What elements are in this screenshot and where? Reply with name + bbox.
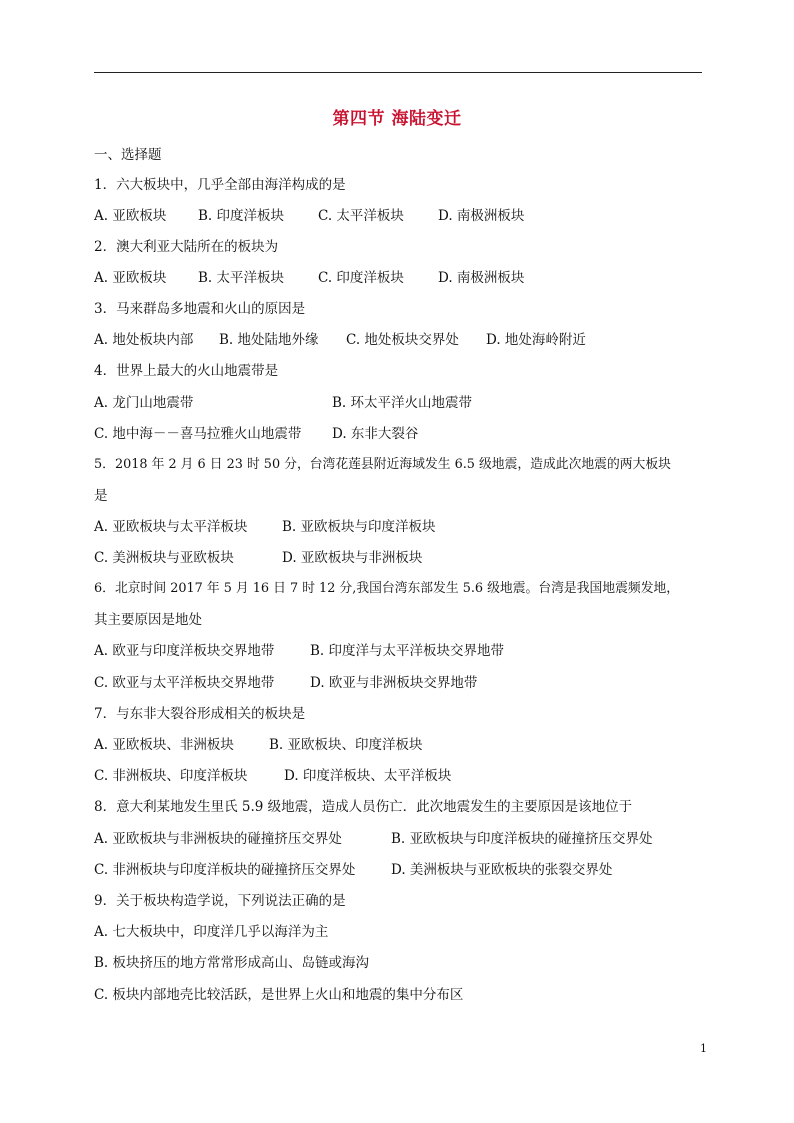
question-5-option-a: A. 亚欧板块与太平洋板块	[94, 519, 248, 535]
question-5-option-c: C. 美洲板块与亚欧板块	[94, 550, 234, 566]
section-heading: 一、选择题	[94, 147, 162, 163]
question-2-option-a: A. 亚欧板块	[94, 270, 167, 286]
question-7-stem: 7．与东非大裂谷形成相关的板块是	[94, 706, 306, 722]
question-8-option-d: D. 美洲板块与亚欧板块的张裂交界处	[391, 862, 613, 878]
question-4-option-d: D. 东非大裂谷	[332, 426, 419, 442]
question-8-option-c: C. 非洲板块与印度洋板块的碰撞挤压交界处	[94, 862, 356, 878]
page-number: 1	[700, 1042, 707, 1055]
question-7-options-row1	[94, 736, 423, 754]
question-1-option-c: C. 太平洋板块	[318, 208, 404, 224]
question-2-option-c: C. 印度洋板块	[318, 270, 404, 286]
question-6-stem-line1: 6．北京时间 2017 年 5 月 16 日 7 时 12 分,我国台湾东部发生 5.6 级地震。台湾是我国地震频发地，	[94, 581, 680, 596]
question-7-option-d: D. 印度洋板块、太平洋板块	[284, 768, 452, 784]
question-8-option-a: A. 亚欧板块与非洲板块的碰撞挤压交界处	[94, 831, 342, 847]
question-9-option-a: A. 七大板块中，印度洋几乎以海洋为主	[94, 924, 329, 940]
question-7-option-b: B. 亚欧板块、印度洋板块	[269, 737, 423, 753]
question-8-option-b: B. 亚欧板块与印度洋板块的碰撞挤压交界处	[391, 831, 653, 847]
question-3-stem: 3．马来群岛多地震和火山的原因是	[94, 301, 306, 317]
question-1-options	[94, 207, 524, 225]
question-5-option-b: B. 亚欧板块与印度洋板块	[282, 519, 436, 535]
question-6-options-row2	[94, 674, 477, 692]
question-9-option-b: B. 板块挤压的地方常常形成高山、岛链或海沟	[94, 955, 370, 971]
question-5-stem-line1: 5．2018 年 2 月 6 日 23 时 50 分，台湾花莲县附近海域发生 6.5 级地震，造成此次地震的两大板块	[94, 457, 671, 472]
question-3-option-b: B. 地处陆地外缘	[219, 332, 319, 348]
question-5-options-row1	[94, 518, 436, 536]
header-rule	[94, 72, 702, 73]
question-9-option-c: C. 板块内部地壳比较活跃，是世界上火山和地震的集中分布区	[94, 987, 464, 1003]
question-3-option-c: C. 地处板块交界处	[346, 332, 459, 348]
question-6-options-row1	[94, 642, 504, 660]
question-4-options-row2	[94, 425, 418, 443]
question-3-option-a: A. 地处板块内部	[94, 332, 194, 348]
question-5-option-d: D. 亚欧板块与非洲板块	[282, 550, 423, 566]
question-7-options-row2	[94, 767, 451, 785]
question-4-option-a: A. 龙门山地震带	[94, 395, 194, 411]
question-8-options-row1	[94, 830, 653, 848]
question-4-stem: 4．世界上最大的火山地震带是	[94, 363, 279, 379]
question-4-options-row1	[94, 394, 472, 412]
question-2-options	[94, 269, 524, 287]
question-1-option-d: D. 南极洲板块	[438, 208, 525, 224]
question-4-option-b: B. 环太平洋火山地震带	[332, 395, 473, 411]
question-4-option-c: C. 地中海－－喜马拉雅火山地震带	[94, 426, 302, 442]
question-6-option-a: A. 欧亚与印度洋板块交界地带	[94, 643, 275, 659]
question-9-stem: 9．关于板块构造学说，下列说法正确的是	[94, 893, 346, 909]
question-3-option-d: D. 地处海岭附近	[486, 332, 586, 348]
question-8-stem: 8．意大利某地发生里氏 5.9 级地震，造成人员伤亡．此次地震发生的主要原因是该地位于	[94, 799, 633, 815]
question-1-option-b: B. 印度洋板块	[198, 208, 285, 224]
page-title: 第四节 海陆变迁	[332, 109, 462, 129]
question-3-options	[94, 331, 586, 349]
question-6-option-c: C. 欧亚与太平洋板块交界地带	[94, 675, 275, 691]
question-2-option-d: D. 南极洲板块	[438, 270, 525, 286]
question-5-stem-line2: 是	[94, 488, 108, 504]
question-6-option-d: D. 欧亚与非洲板块交界地带	[310, 675, 478, 691]
question-2-stem: 2．澳大利亚大陆所在的板块为	[94, 239, 279, 255]
question-7-option-a: A. 亚欧板块、非洲板块	[94, 737, 234, 753]
question-1-stem: 1．六大板块中，几乎全部由海洋构成的是	[94, 177, 346, 193]
question-2-option-b: B. 太平洋板块	[198, 270, 285, 286]
question-1-option-a: A. 亚欧板块	[94, 208, 167, 224]
question-7-option-c: C. 非洲板块、印度洋板块	[94, 768, 248, 784]
question-6-stem-line2: 其主要原因是地处	[94, 612, 202, 628]
question-6-option-b: B. 印度洋与太平洋板块交界地带	[310, 643, 505, 659]
question-8-options-row2	[94, 861, 612, 879]
question-5-options-row2	[94, 549, 422, 567]
